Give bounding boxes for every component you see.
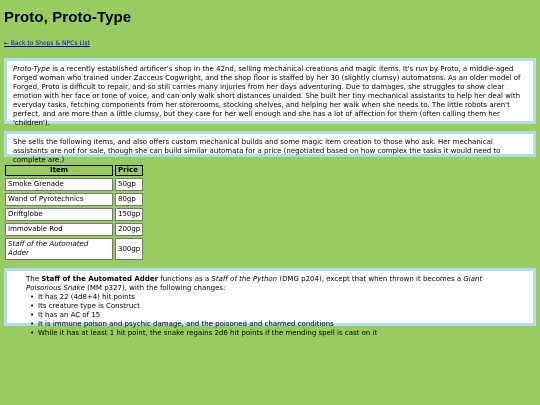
intro-text: is a recently established artificer's shop in the 42nd, selling mechanical creations and magic items. It's run by Proto, a middle-aged Forged woman who trained under Zacceus Cogwright, and the shop floor is staffed by her 30 (slightly clumsy) automatons. As an older model of Forged, Proto is difficult to repair, and so still carries many injuries from her days adventuring. Due to damages, she struggles to show clear emotion with her face or tone of voice, and can only walk short distances unaided. She built her tiny mechanical assistants to help her deal with everyday tasks, fetching components from her storerooms, stocking shelves, and helping her walk when she needs to. The little robots aren't perfect, and are more than a little clumsy, but they care for her well enough and she has a lot of affection for them (often calling them her 'children'). (13, 65, 521, 127)
list-item: • Its creature type is Construct (34, 302, 513, 311)
shop-name-italic: Proto-Type (13, 65, 50, 73)
items-table (3, 163, 145, 262)
item-price-cell: 150gp (115, 208, 143, 221)
adder-text: (MM p327), with the following changes: (84, 284, 226, 292)
adder-staff-name: Staff of the Automated Adder (41, 275, 159, 283)
item-name-cell: Wand of Pyrotechnics (5, 193, 113, 206)
column-header-item: Item (5, 165, 113, 176)
staff-of-python-ref: Staff of the Python (211, 275, 278, 283)
back-to-shops-link[interactable]: ← Back to Shops & NPCs List (4, 40, 90, 47)
table-row (5, 178, 143, 191)
item-name-cell: Driftglobe (5, 208, 113, 221)
adder-text: (DMG p204), except that when thrown it becomes a (277, 275, 464, 283)
table-row (5, 223, 143, 236)
item-price-cell: 80gp (115, 193, 143, 206)
table-row (5, 208, 143, 221)
list-item: • While it has at least 1 hit point, the snake regains 2d6 hit points if the mending spell is cast on it (34, 329, 513, 338)
item-price-cell: 50gp (115, 178, 143, 191)
list-item: • It has an AC of 15 (34, 311, 513, 320)
table-header-row (5, 165, 143, 176)
sales-panel (4, 131, 536, 164)
giant-snake-ref: Giant Poisonous Snake (26, 275, 483, 292)
column-header-price: Price (115, 165, 143, 176)
adder-text: functions as a (158, 275, 212, 283)
item-price-cell: 200gp (115, 223, 143, 236)
item-name-italic: Staff of the Automated Adder (8, 240, 89, 257)
item-name-cell: Immovable Rod (5, 223, 113, 236)
intro-panel (4, 58, 536, 127)
sales-text: She sells the following items, and also offers custom mechanical builds and some magic item creation to those who ask. Her mechanical assistants are not for sale, though she can build similar automata for a price (negotiated based on how complex the tasks it would need to complete are.) (13, 138, 501, 164)
page-title: Proto, Proto-Type (4, 9, 132, 26)
list-item: • It is immune poison and psychic damage, and the poisoned and charmed conditions (34, 320, 513, 329)
adder-changes-list (26, 293, 513, 338)
item-name-cell (5, 238, 113, 260)
intro-paragraph (13, 65, 527, 128)
item-price-cell: 300gp (115, 238, 143, 260)
list-item: • It has 22 (4d8+4) hit points (34, 293, 513, 302)
table-row (5, 193, 143, 206)
item-name-cell: Smoke Grenade (5, 178, 113, 191)
table-row (5, 238, 143, 260)
adder-description (26, 275, 513, 293)
adder-text: The (26, 275, 42, 283)
adder-panel (4, 268, 536, 337)
